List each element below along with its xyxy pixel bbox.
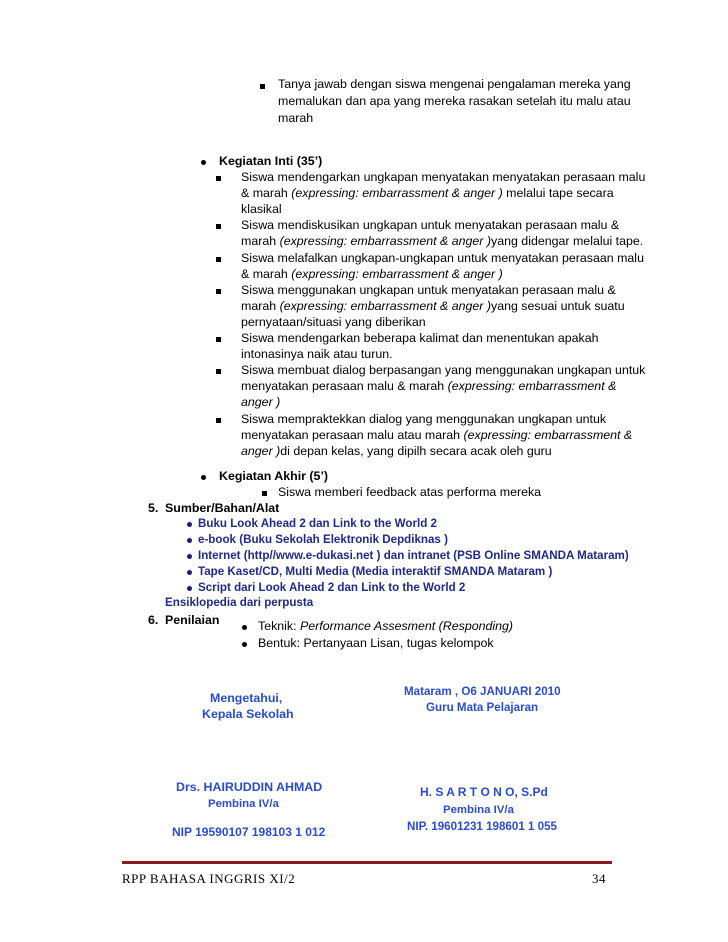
sumber-extra: Ensiklopedia dari perpusta <box>165 596 314 609</box>
intro-line: memalukan dan apa yang mereka rasakan setelah itu malu atau <box>278 94 631 108</box>
sumber-item: Script dari Look Ahead 2 dan Link to the World 2 <box>198 581 466 594</box>
sumber-item: Tape Kaset/CD, Multi Media (Media interaktif SMANDA Mataram ) <box>198 565 553 578</box>
intro-line: marah <box>278 111 314 125</box>
kegiatan-inti-line <box>241 362 645 378</box>
italic-phrase: anger ) <box>241 443 281 458</box>
sumber-item: e-book (Buku Sekolah Elektronik Depdiknas ) <box>198 533 448 546</box>
penilaian-heading: Penilaian <box>165 613 220 627</box>
italic-phrase: (expressing: embarrassment & anger ) <box>291 186 503 201</box>
kegiatan-inti-line <box>241 394 280 410</box>
principal-name: Drs. HAIRUDDIN AHMAD <box>176 780 323 794</box>
footer-rule <box>122 861 612 864</box>
round-bullet-icon <box>242 625 247 630</box>
page-number: 34 <box>592 871 606 886</box>
section-number: 5. <box>148 501 159 515</box>
sumber-item: Buku Look Ahead 2 dan Link to the World 2 <box>198 517 437 530</box>
kegiatan-akhir-heading: Kegiatan Akhir (5’) <box>219 469 329 483</box>
sign-right-line1: Mataram , O6 JANUARI 2010 <box>404 685 561 698</box>
sign-left-line2: Kepala Sekolah <box>202 707 294 721</box>
teacher-nip: NIP. 19601231 198601 1 055 <box>407 820 557 833</box>
round-bullet-icon <box>201 160 206 165</box>
line-text: melalui tape secara <box>502 186 614 201</box>
round-bullet-icon <box>187 538 192 543</box>
teacher-name: H. S A R T O N O, S.Pd <box>420 785 548 799</box>
principal-rank: Pembina IV/a <box>208 798 279 810</box>
intro-line: Tanya jawab dengan siswa mengenai pengalaman mereka yang <box>278 77 631 91</box>
kegiatan-inti-line <box>241 201 282 217</box>
line-text: & marah <box>241 186 292 201</box>
footer-title: RPP BAHASA INGGRIS XI/2 <box>122 871 296 886</box>
line-text: marah <box>241 234 280 249</box>
sign-right-line2: Guru Mata Pelajaran <box>426 701 539 714</box>
line-text: Siswa menggunakan ungkapan untuk menyatakan perasaan malu & <box>241 282 616 297</box>
line-text: pernyataan/situasi yang diberikan <box>241 314 426 329</box>
kegiatan-inti-line <box>241 250 644 266</box>
line-text: Siswa membuat dialog berpasangan yang menggunakan ungkapan untuk <box>241 363 646 378</box>
line-text: klasikal <box>241 202 282 217</box>
kegiatan-inti-line <box>241 169 645 185</box>
teknik-label: Teknik: <box>258 619 301 633</box>
sumber-item: Internet (http//www.e-dukasi.net ) dan intranet (PSB Online SMANDA Mataram) <box>198 549 629 562</box>
penilaian-bentuk: Bentuk: Pertanyaan Lisan, tugas kelompok <box>258 636 494 650</box>
kegiatan-inti-line <box>241 217 619 233</box>
square-bullet-icon <box>262 491 267 496</box>
line-text: Siswa mendengarkan ungkapan menyatakan menyatakan perasaan malu <box>241 170 646 184</box>
line-text: yang didengar melalui tape. <box>491 234 644 249</box>
round-bullet-icon <box>187 554 192 559</box>
kegiatan-inti-line <box>241 427 632 443</box>
line-text: menyatakan perasaan malu atau marah <box>241 427 464 442</box>
italic-phrase: (expressing: embarrassment & anger ) <box>279 234 491 249</box>
round-bullet-icon <box>242 642 247 647</box>
square-bullet-icon <box>216 289 221 294</box>
kegiatan-inti-line <box>241 298 625 314</box>
round-bullet-icon <box>187 570 192 575</box>
line-text: Siswa mendiskusikan ungkapan untuk menyatakan perasaan malu & <box>241 218 620 233</box>
penilaian-teknik <box>258 618 513 634</box>
line-text: Siswa mendengarkan beberapa kalimat dan menentukan apakah <box>241 331 599 345</box>
kegiatan-inti-line <box>241 282 616 298</box>
round-bullet-icon <box>187 586 192 591</box>
square-bullet-icon <box>216 224 221 229</box>
section-number: 6. <box>148 613 159 627</box>
square-bullet-icon <box>216 257 221 262</box>
kegiatan-inti-line <box>241 411 606 427</box>
italic-phrase: (expressing: embarrassment & <box>447 379 617 394</box>
kegiatan-inti-line <box>241 330 599 346</box>
line-text: menyatakan perasaan malu & marah <box>241 379 448 394</box>
italic-phrase: anger ) <box>241 395 281 410</box>
round-bullet-icon <box>187 522 192 527</box>
round-bullet-icon <box>201 475 206 480</box>
line-text: yang sesuai untuk suatu <box>491 298 625 313</box>
line-text: & marah <box>241 266 292 281</box>
kegiatan-inti-line <box>241 346 393 362</box>
kegiatan-inti-line <box>241 233 643 249</box>
kegiatan-inti-line <box>241 185 614 201</box>
sumber-heading: Sumber/Bahan/Alat <box>165 501 280 515</box>
line-text: marah <box>241 298 280 313</box>
italic-phrase: (expressing: embarrassment & <box>463 427 633 442</box>
kegiatan-inti-line <box>241 443 552 459</box>
kegiatan-inti-line <box>241 266 503 282</box>
line-text: Siswa melafalkan ungkapan-ungkapan untuk menyatakan perasaan malu <box>241 250 644 265</box>
kegiatan-inti-line <box>241 314 426 330</box>
square-bullet-icon <box>216 369 221 374</box>
italic-phrase: (expressing: embarrassment & anger ) <box>291 266 503 281</box>
italic-phrase: (expressing: embarrassment & anger ) <box>279 298 491 313</box>
square-bullet-icon <box>216 418 221 423</box>
kegiatan-inti-line <box>241 378 616 394</box>
kegiatan-akhir-item: Siswa memberi feedback atas performa mereka <box>278 485 542 499</box>
square-bullet-icon <box>260 84 265 89</box>
square-bullet-icon <box>216 337 221 342</box>
kegiatan-inti-heading: Kegiatan Inti (35’) <box>219 154 323 168</box>
square-bullet-icon <box>216 176 221 181</box>
teknik-value: Performance Assesment (Responding) <box>300 619 514 633</box>
teacher-rank: Pembina IV/a <box>443 804 514 816</box>
line-text: intonasinya naik atau turun. <box>241 347 393 362</box>
line-text: di depan kelas, yang dipilh secara acak oleh guru <box>280 443 552 458</box>
principal-nip: NIP 19590107 198103 1 012 <box>172 825 326 839</box>
sign-left-line1: Mengetahui, <box>210 691 283 705</box>
line-text: Siswa mempraktekkan dialog yang menggunakan ungkapan untuk <box>241 411 607 426</box>
